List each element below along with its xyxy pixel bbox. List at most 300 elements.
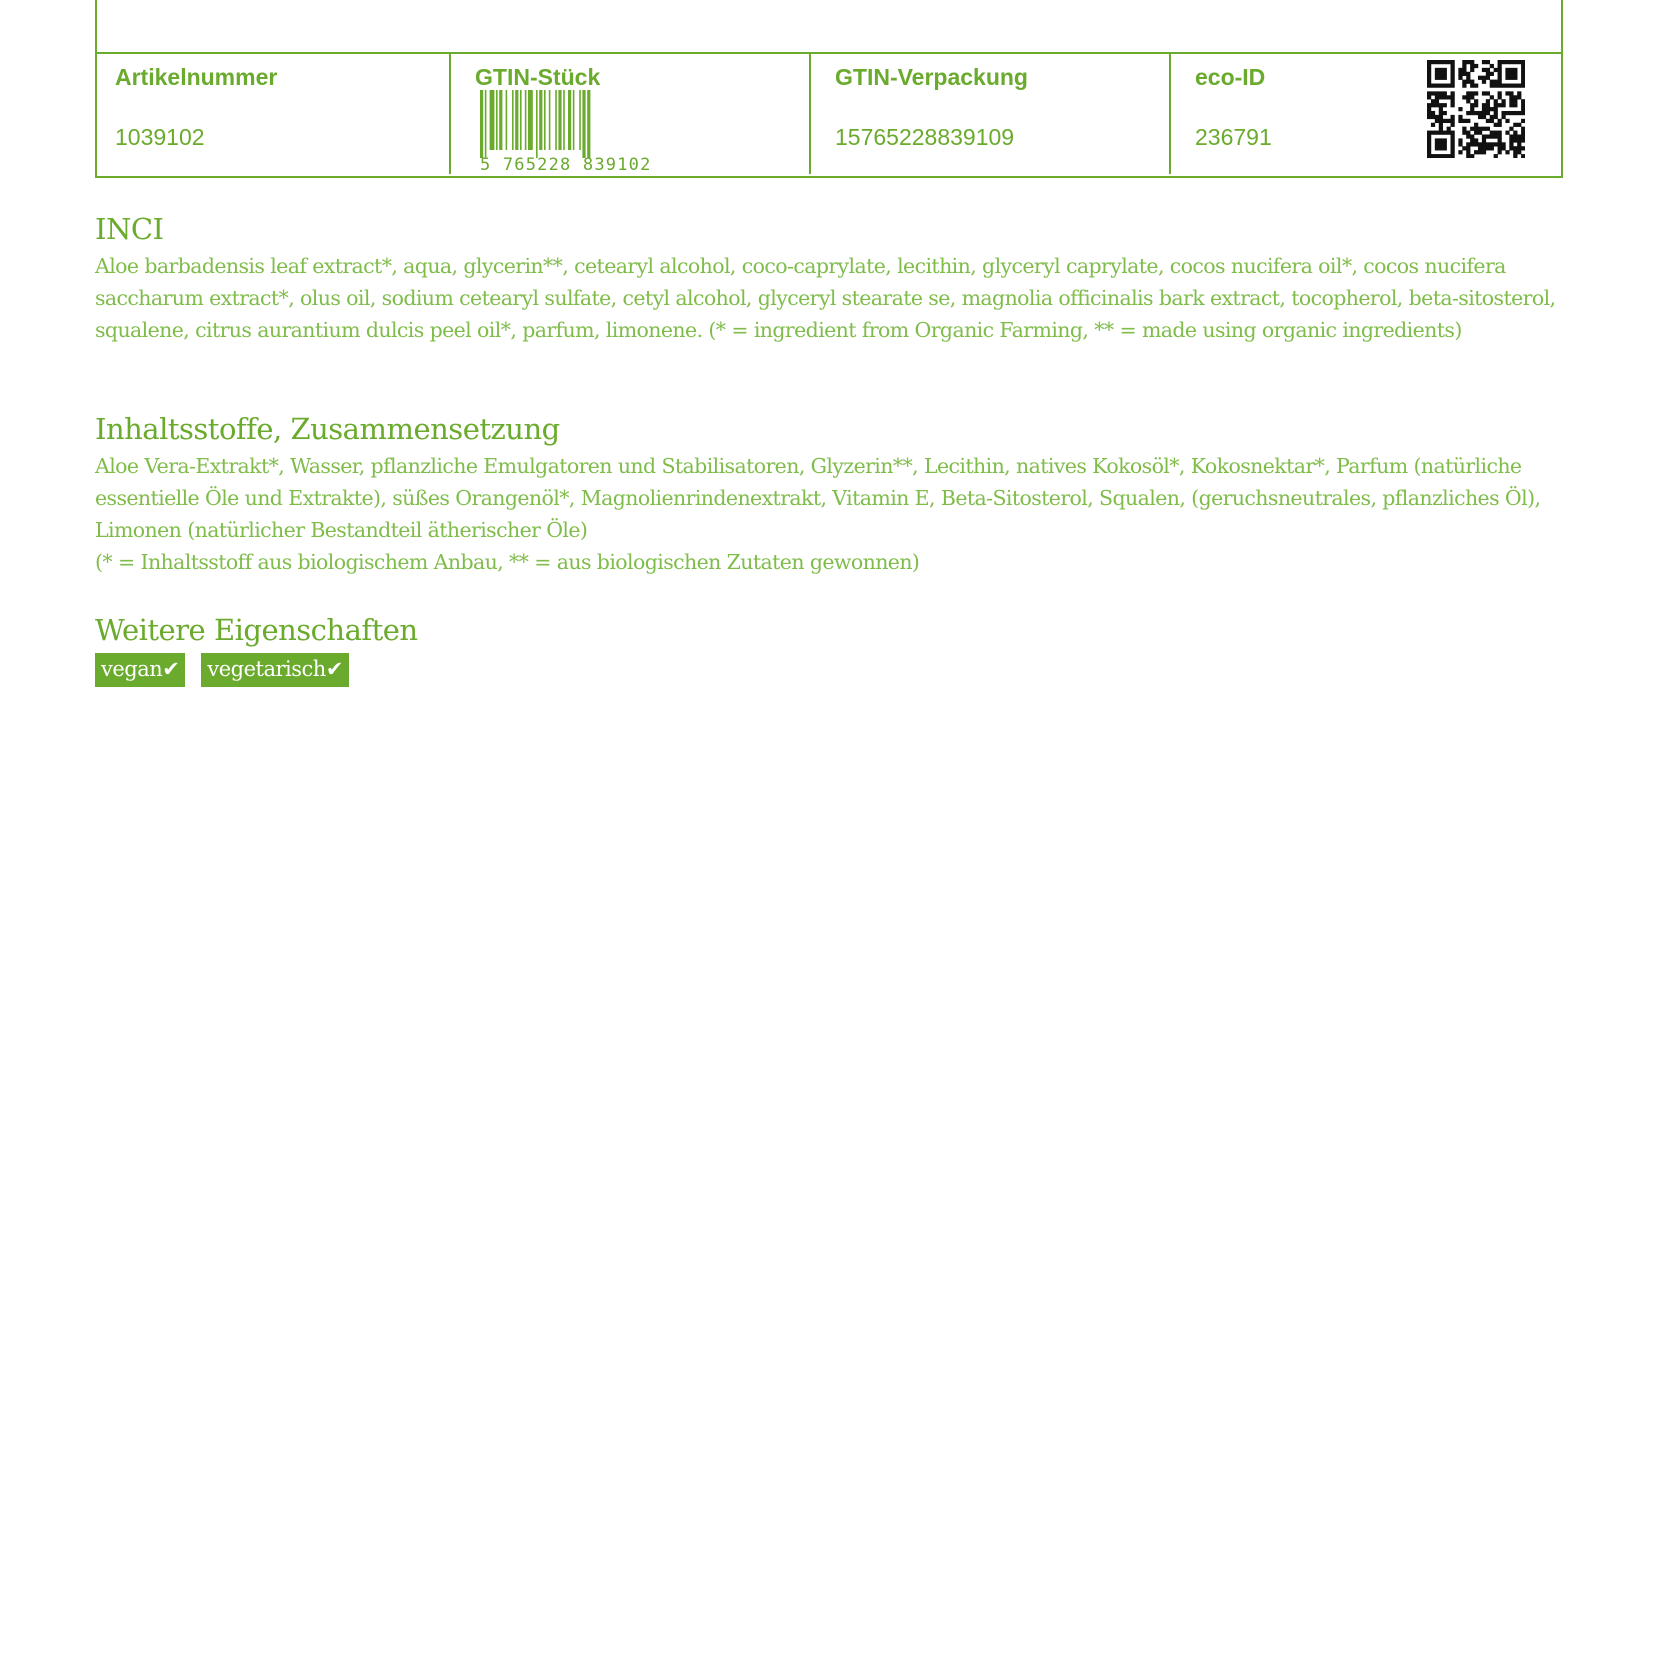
qr-module	[1474, 127, 1478, 131]
qr-module	[1431, 99, 1435, 103]
qr-module	[1431, 115, 1435, 119]
qr-module	[1478, 111, 1482, 115]
qr-module	[1513, 76, 1517, 80]
qr-module	[1498, 76, 1502, 80]
qr-module	[1431, 84, 1435, 88]
qr-module	[1431, 154, 1435, 158]
qr-module	[1439, 72, 1443, 76]
qr-module	[1431, 103, 1435, 107]
qr-module	[1443, 119, 1447, 123]
qr-module	[1513, 134, 1517, 138]
qr-module	[1509, 68, 1513, 72]
qr-module	[1509, 76, 1513, 80]
barcode-bar	[563, 90, 565, 150]
qr-module	[1505, 60, 1509, 64]
qr-module	[1501, 99, 1505, 103]
qr-module	[1482, 134, 1486, 138]
qr-module	[1470, 111, 1474, 115]
qr-module	[1517, 60, 1521, 64]
barcode-bar	[568, 90, 571, 150]
barcode-bar	[544, 90, 546, 150]
qr-module	[1478, 146, 1482, 150]
qr-module	[1486, 111, 1490, 115]
qr-module	[1427, 146, 1431, 150]
qr-module	[1509, 60, 1513, 64]
gtin-packaging-value: 15765228839109	[835, 124, 1015, 150]
qr-module	[1513, 84, 1517, 88]
column-divider	[449, 54, 451, 174]
inci-text: Aloe barbadensis leaf extract*, aqua, glycerin**, cetearyl alcohol, coco-caprylate, lecithin, glyceryl caprylate, cocos nucifera oil*, cocos nucifera saccharum extract*, olus oil, sodium cetearyl sulfate, cetyl alcohol, glyceryl stearate se, magnolia officinalis bark extract, tocopherol, beta-sitosterol, squalene, citrus aurantium dulcis peel oil*, parfum, limonene. (* = ingredient from Organic Farming, ** = made using organic ingredients)	[95, 254, 1556, 342]
qr-module	[1498, 95, 1502, 99]
qr-module	[1474, 111, 1478, 115]
qr-module	[1509, 138, 1513, 142]
qr-module	[1439, 103, 1443, 107]
qr-module	[1427, 142, 1431, 146]
qr-module	[1521, 138, 1525, 142]
qr-module	[1443, 91, 1447, 95]
qr-module	[1451, 134, 1455, 138]
properties-section	[95, 613, 1575, 687]
property-badges	[95, 653, 1575, 687]
qr-module	[1505, 150, 1509, 154]
qr-module	[1447, 154, 1451, 158]
qr-module	[1521, 107, 1525, 111]
qr-module	[1486, 146, 1490, 150]
qr-module	[1427, 68, 1431, 72]
qr-module	[1435, 72, 1439, 76]
qr-module	[1482, 115, 1486, 119]
qr-module	[1470, 127, 1474, 131]
qr-module	[1486, 142, 1490, 146]
qr-module	[1486, 60, 1490, 64]
qr-module	[1443, 154, 1447, 158]
qr-module	[1458, 68, 1462, 72]
qr-module	[1501, 103, 1505, 107]
qr-module	[1435, 76, 1439, 80]
qr-module	[1505, 76, 1509, 80]
qr-module	[1490, 146, 1494, 150]
barcode-bar	[549, 90, 551, 150]
qr-module	[1501, 115, 1505, 119]
qr-module	[1498, 64, 1502, 68]
qr-module	[1501, 111, 1505, 115]
qr-module	[1482, 150, 1486, 154]
qr-module	[1513, 146, 1517, 150]
qr-module	[1439, 107, 1443, 111]
barcode-bar	[520, 90, 522, 150]
qr-module	[1470, 68, 1474, 72]
qr-module	[1427, 154, 1431, 158]
qr-module	[1439, 91, 1443, 95]
qr-module	[1451, 76, 1455, 80]
qr-module	[1474, 123, 1478, 127]
qr-module	[1513, 131, 1517, 135]
qr-module	[1427, 115, 1431, 119]
qr-module	[1513, 68, 1517, 72]
qr-module	[1435, 99, 1439, 103]
qr-module	[1513, 103, 1517, 107]
qr-module	[1462, 72, 1466, 76]
qr-module	[1509, 103, 1513, 107]
qr-module	[1494, 123, 1498, 127]
qr-module	[1517, 138, 1521, 142]
qr-module	[1470, 107, 1474, 111]
qr-module	[1451, 150, 1455, 154]
qr-module	[1521, 76, 1525, 80]
qr-module	[1486, 103, 1490, 107]
barcode-bar	[490, 90, 495, 150]
qr-module	[1427, 64, 1431, 68]
qr-module	[1509, 84, 1513, 88]
qr-module	[1486, 76, 1490, 80]
qr-module	[1509, 99, 1513, 103]
barcode-bar	[582, 90, 585, 158]
table-divider	[97, 52, 1561, 54]
qr-module	[1486, 68, 1490, 72]
qr-module	[1447, 131, 1451, 135]
vegetarian-badge: vegetarisch✔	[201, 653, 349, 687]
qr-module	[1517, 84, 1521, 88]
qr-module	[1462, 80, 1466, 84]
qr-module	[1427, 107, 1431, 111]
qr-module	[1443, 111, 1447, 115]
qr-module	[1443, 95, 1447, 99]
qr-module	[1486, 127, 1490, 131]
eco-id-label: eco-ID	[1195, 64, 1266, 90]
qr-module	[1521, 72, 1525, 76]
qr-module	[1494, 84, 1498, 88]
qr-module	[1427, 72, 1431, 76]
qr-module	[1474, 150, 1478, 154]
qr-module	[1458, 138, 1462, 142]
qr-module	[1451, 95, 1455, 99]
qr-module	[1439, 60, 1443, 64]
qr-module	[1431, 111, 1435, 115]
qr-module	[1513, 138, 1517, 142]
qr-module	[1482, 103, 1486, 107]
qr-module	[1427, 60, 1431, 64]
qr-module	[1451, 68, 1455, 72]
qr-module	[1478, 127, 1482, 131]
qr-module	[1466, 95, 1470, 99]
vegan-badge: vegan✔	[95, 653, 185, 687]
barcode-bar	[480, 90, 483, 158]
qr-module	[1521, 131, 1525, 135]
properties-title: Weitere Eigenschaften	[95, 613, 418, 647]
qr-module	[1486, 99, 1490, 103]
qr-module	[1490, 142, 1494, 146]
qr-module	[1451, 138, 1455, 142]
qr-module	[1435, 146, 1439, 150]
qr-module	[1462, 146, 1466, 150]
qr-module	[1466, 154, 1470, 158]
gtin-packaging-label: GTIN-Verpackung	[835, 64, 1028, 90]
qr-module	[1447, 95, 1451, 99]
ingredients-note: (* = Inhaltsstoff aus biologischem Anbau, ** = aus biologischen Zutaten gewonnen)	[95, 550, 920, 574]
qr-module	[1521, 119, 1525, 123]
qr-module	[1482, 107, 1486, 111]
qr-module	[1494, 107, 1498, 111]
qr-module	[1439, 138, 1443, 142]
qr-module	[1443, 146, 1447, 150]
qr-module	[1466, 76, 1470, 80]
qr-module	[1470, 80, 1474, 84]
qr-module	[1482, 138, 1486, 142]
qr-module	[1486, 91, 1490, 95]
barcode-bar	[587, 90, 590, 158]
qr-module	[1498, 60, 1502, 64]
qr-module	[1466, 131, 1470, 135]
qr-module	[1482, 80, 1486, 84]
qr-module	[1490, 119, 1494, 123]
qr-module	[1478, 142, 1482, 146]
qr-module	[1513, 154, 1517, 158]
qr-module	[1435, 142, 1439, 146]
qr-module	[1474, 99, 1478, 103]
qr-module	[1513, 95, 1517, 99]
qr-module	[1466, 111, 1470, 115]
qr-module	[1517, 111, 1521, 115]
qr-module	[1443, 131, 1447, 135]
qr-module	[1458, 76, 1462, 80]
qr-module	[1462, 119, 1466, 123]
qr-module	[1517, 134, 1521, 138]
barcode-bar	[528, 90, 533, 150]
qr-module	[1474, 142, 1478, 146]
qr-module	[1498, 80, 1502, 84]
qr-module	[1521, 64, 1525, 68]
qr-module	[1435, 84, 1439, 88]
qr-module	[1501, 142, 1505, 146]
ingredients-section	[95, 412, 1575, 578]
qr-module	[1486, 134, 1490, 138]
qr-module	[1521, 84, 1525, 88]
qr-module	[1498, 134, 1502, 138]
qr-module	[1517, 150, 1521, 154]
qr-module	[1435, 119, 1439, 123]
qr-module	[1490, 72, 1494, 76]
qr-module	[1462, 68, 1466, 72]
qr-module	[1482, 91, 1486, 95]
qr-module	[1494, 142, 1498, 146]
qr-module	[1439, 76, 1443, 80]
qr-module	[1439, 146, 1443, 150]
qr-module	[1439, 84, 1443, 88]
barcode-digits: 5 765228 839102	[480, 155, 650, 172]
qr-module	[1486, 107, 1490, 111]
qr-module	[1482, 146, 1486, 150]
qr-module	[1447, 127, 1451, 131]
barcode-bar	[558, 90, 561, 150]
barcode-bar	[555, 90, 557, 150]
qr-module	[1513, 99, 1517, 103]
qr-module	[1451, 131, 1455, 135]
qr-module	[1431, 123, 1435, 127]
qr-module	[1521, 103, 1525, 107]
qr-module	[1458, 119, 1462, 123]
qr-module	[1505, 111, 1509, 115]
qr-module	[1498, 142, 1502, 146]
qr-module	[1447, 60, 1451, 64]
qr-module	[1501, 84, 1505, 88]
qr-module	[1439, 131, 1443, 135]
qr-module	[1498, 138, 1502, 142]
qr-module	[1427, 80, 1431, 84]
article-number-label: Artikelnummer	[115, 64, 278, 90]
qr-module	[1443, 103, 1447, 107]
qr-module	[1466, 99, 1470, 103]
qr-module	[1431, 91, 1435, 95]
product-info-table	[95, 0, 1563, 178]
qr-module	[1466, 72, 1470, 76]
qr-module	[1435, 103, 1439, 107]
qr-module	[1517, 95, 1521, 99]
qr-module	[1435, 95, 1439, 99]
qr-module	[1509, 142, 1513, 146]
qr-module	[1482, 142, 1486, 146]
qr-module	[1498, 84, 1502, 88]
barcode-bar	[485, 90, 487, 158]
qr-module	[1494, 154, 1498, 158]
qr-module	[1517, 142, 1521, 146]
qr-module	[1505, 131, 1509, 135]
qr-module	[1513, 72, 1517, 76]
qr-module	[1435, 131, 1439, 135]
qr-module	[1509, 95, 1513, 99]
qr-module	[1462, 131, 1466, 135]
qr-module	[1443, 84, 1447, 88]
qr-module	[1509, 127, 1513, 131]
qr-module	[1435, 60, 1439, 64]
qr-module	[1517, 123, 1521, 127]
qr-module	[1486, 72, 1490, 76]
qr-module	[1474, 103, 1478, 107]
qr-module	[1439, 119, 1443, 123]
qr-module	[1443, 60, 1447, 64]
qr-module	[1431, 131, 1435, 135]
qr-module	[1451, 142, 1455, 146]
qr-module	[1470, 103, 1474, 107]
qr-module	[1498, 146, 1502, 150]
barcode-bar	[499, 90, 502, 150]
qr-module	[1521, 99, 1525, 103]
qr-module	[1451, 119, 1455, 123]
barcode-bar	[573, 90, 575, 150]
qr-module	[1451, 84, 1455, 88]
qr-module	[1439, 154, 1443, 158]
qr-module	[1521, 68, 1525, 72]
qr-module	[1474, 84, 1478, 88]
ingredients-title: Inhaltsstoffe, Zusammensetzung	[95, 412, 560, 446]
qr-module	[1482, 76, 1486, 80]
qr-module	[1498, 103, 1502, 107]
qr-module	[1482, 68, 1486, 72]
qr-code-icon	[1427, 60, 1525, 162]
qr-module	[1490, 134, 1494, 138]
qr-module	[1470, 134, 1474, 138]
qr-module	[1494, 134, 1498, 138]
qr-module	[1458, 150, 1462, 154]
qr-module	[1521, 134, 1525, 138]
qr-module	[1501, 146, 1505, 150]
qr-module	[1466, 119, 1470, 123]
column-divider	[1169, 54, 1171, 174]
barcode-bar	[506, 90, 508, 150]
qr-module	[1435, 138, 1439, 142]
qr-module	[1521, 154, 1525, 158]
qr-module	[1462, 84, 1466, 88]
qr-module	[1494, 99, 1498, 103]
qr-module	[1490, 95, 1494, 99]
qr-module	[1470, 84, 1474, 88]
qr-module	[1490, 131, 1494, 135]
qr-module	[1439, 123, 1443, 127]
qr-module	[1435, 68, 1439, 72]
qr-module	[1458, 107, 1462, 111]
qr-module	[1462, 60, 1466, 64]
qr-module	[1509, 134, 1513, 138]
qr-module	[1498, 68, 1502, 72]
qr-module	[1443, 76, 1447, 80]
qr-module	[1490, 80, 1494, 84]
qr-module	[1451, 99, 1455, 103]
article-number-value: 1039102	[115, 124, 205, 150]
qr-module	[1509, 146, 1513, 150]
qr-module	[1498, 119, 1502, 123]
barcode-bar	[496, 90, 498, 150]
qr-module	[1427, 103, 1431, 107]
qr-module	[1490, 107, 1494, 111]
qr-module	[1470, 154, 1474, 158]
qr-module	[1470, 138, 1474, 142]
inci-section	[95, 212, 1575, 346]
qr-module	[1505, 68, 1509, 72]
qr-module	[1451, 115, 1455, 119]
qr-module	[1466, 91, 1470, 95]
qr-module	[1470, 95, 1474, 99]
qr-module	[1431, 60, 1435, 64]
qr-module	[1435, 115, 1439, 119]
qr-module	[1474, 64, 1478, 68]
qr-module	[1509, 72, 1513, 76]
qr-module	[1513, 150, 1517, 154]
qr-module	[1451, 72, 1455, 76]
qr-module	[1451, 146, 1455, 150]
qr-module	[1462, 64, 1466, 68]
qr-module	[1451, 64, 1455, 68]
qr-module	[1443, 68, 1447, 72]
qr-module	[1498, 123, 1502, 127]
qr-module	[1466, 150, 1470, 154]
qr-module	[1439, 142, 1443, 146]
barcode-bar	[539, 90, 542, 150]
qr-module	[1521, 146, 1525, 150]
qr-module	[1466, 80, 1470, 84]
qr-module	[1443, 72, 1447, 76]
qr-module	[1521, 127, 1525, 131]
qr-module	[1474, 138, 1478, 142]
qr-module	[1521, 80, 1525, 84]
qr-module	[1451, 91, 1455, 95]
qr-module	[1466, 142, 1470, 146]
qr-module	[1513, 123, 1517, 127]
qr-module	[1494, 103, 1498, 107]
qr-module	[1458, 115, 1462, 119]
qr-module	[1513, 60, 1517, 64]
qr-module	[1466, 60, 1470, 64]
qr-module	[1435, 91, 1439, 95]
qr-module	[1443, 138, 1447, 142]
